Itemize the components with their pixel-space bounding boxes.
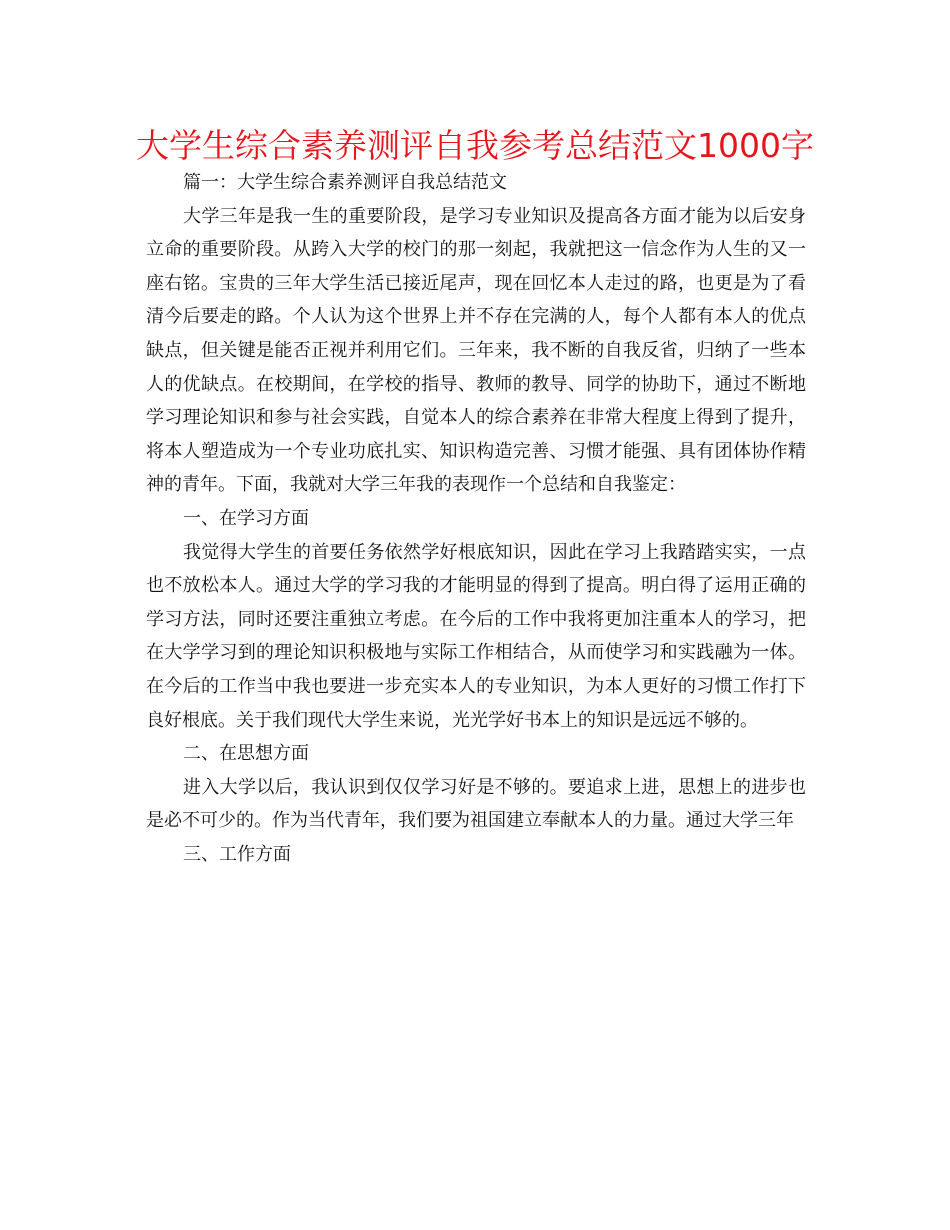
section-heading-work: 三、工作方面 <box>183 843 291 865</box>
document-body <box>146 166 806 871</box>
thought-paragraph: 进入大学以后，我认识到仅仅学习好是不够的。要追求上进，思想上的进步也是必不可少的。作为当代青年，我们要为祖国建立奉献本人的力量。通过大学三年 <box>146 776 806 832</box>
section-heading-thought: 二、在思想方面 <box>183 743 309 765</box>
document-title: 大学生综合素养测评自我参考总结范文1000字 <box>136 126 814 165</box>
section-heading-part-one: 篇一：大学生综合素养测评自我总结范文 <box>183 172 507 193</box>
intro-paragraph: 大学三年是我一生的重要阶段，是学习专业知识及提高各方面才能为以后安身立命的重要阶段。从跨入大学的校门的那一刻起，我就把这一信念作为人生的又一座右铭。宝贵的三年大学生活已接近尾声，现在回忆本人走过的路，也更是为了看清今后要走的路。个人认为这个世界上并不存在完满的人，每个人都有本人的优点缺点，但关键是能否正视并利用它们。三年来，我不断的自我反省，归纳了一些本人的优缺点。在校期间，在学校的指导、教师的教导、同学的协助下，通过不断地学习理论知识和参与社会实践，自觉本人的综合素养在非常大程度上得到了提升，将本人塑造成为一个专业功底扎实、知识构造完善、习惯才能强、具有团体协作精神的青年。下面，我就对大学三年我的表现作一个总结和自我鉴定： <box>146 205 806 496</box>
study-paragraph: 我觉得大学生的首要任务依然学好根底知识，因此在学习上我踏踏实实，一点也不放松本人。通过大学的学习我的才能明显的得到了提高。明白得了运用正确的学习方法，同时还要注重独立考虑。在今后的工作中我将更加注重本人的学习，把在大学学习到的理论知识积极地与实际工作相结合，从而使学习和实践融为一体。在今后的工作当中我也要进一步充实本人的专业知识，为本人更好的习惯工作打下良好根底。关于我们现代大学生来说，光光学好书本上的知识是远远不够的。 <box>146 541 806 731</box>
section-heading-study: 一、在学习方面 <box>183 507 309 529</box>
